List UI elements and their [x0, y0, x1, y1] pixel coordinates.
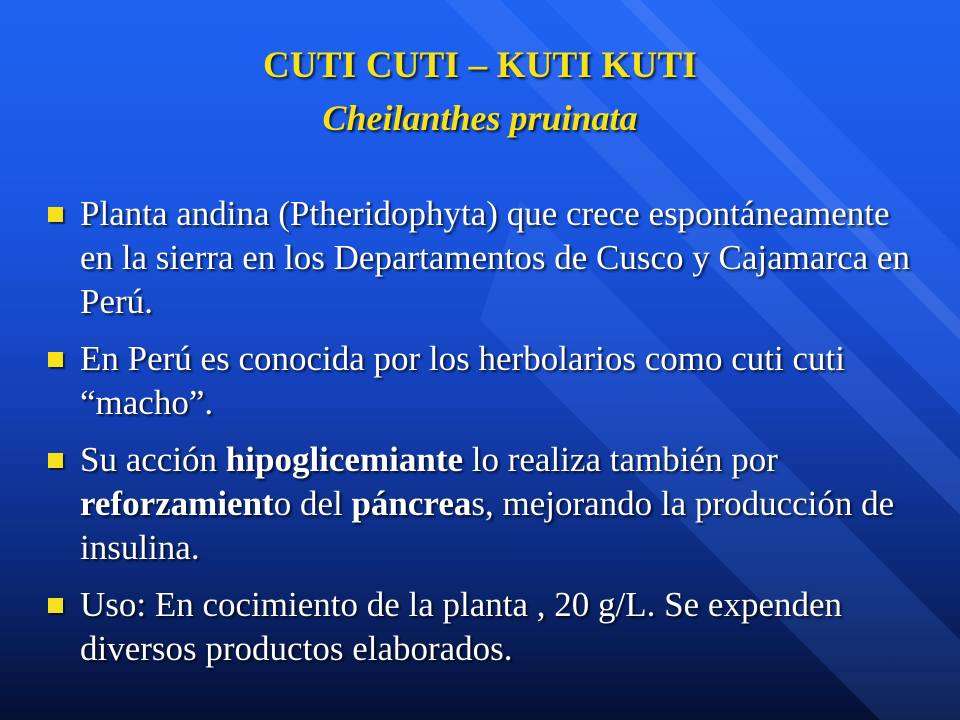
- bullet-item: [48, 192, 928, 324]
- square-bullet-icon: [48, 352, 63, 367]
- bullet-item: [48, 583, 928, 671]
- bullet-text: [80, 194, 910, 321]
- bullet-text: [80, 339, 845, 422]
- bold-term: páncrea: [351, 484, 472, 523]
- square-bullet-icon: [48, 207, 63, 222]
- bullet-text: [80, 440, 894, 567]
- slide-subtitle: Cheilanthes pruinata: [322, 98, 638, 138]
- bold-term: hipoglicemiante: [225, 440, 464, 479]
- bullet-text-segment: lo realiza también por: [463, 440, 778, 479]
- bullet-item: [48, 337, 928, 425]
- bullet-text-segment: s, mejorando la producción de insulina.: [80, 484, 895, 567]
- square-bullet-icon: [48, 453, 63, 468]
- bullet-text-segment: Su acción: [80, 440, 226, 479]
- bullet-text-segment: Planta andina (Ptheridophyta) que crece espontáneamente en la sierra en los Departamentos de Cusco y Cajamarca en Perú.: [80, 194, 910, 321]
- bullet-text-segment: o del: [273, 484, 352, 523]
- bold-term: reforzamient: [80, 484, 274, 523]
- bullet-item: [48, 438, 928, 570]
- bullet-text: [80, 585, 842, 668]
- slide-title: CUTI CUTI – KUTI KUTI: [263, 45, 697, 86]
- bullet-list: [48, 192, 928, 671]
- bullet-text-segment: En Perú es conocida por los herbolarios como cuti cuti “macho”.: [80, 339, 845, 422]
- square-bullet-icon: [48, 598, 63, 613]
- bullet-text-segment: Uso: En cocimiento de la planta , 20 g/L. Se expenden diversos productos elaborados.: [80, 585, 843, 668]
